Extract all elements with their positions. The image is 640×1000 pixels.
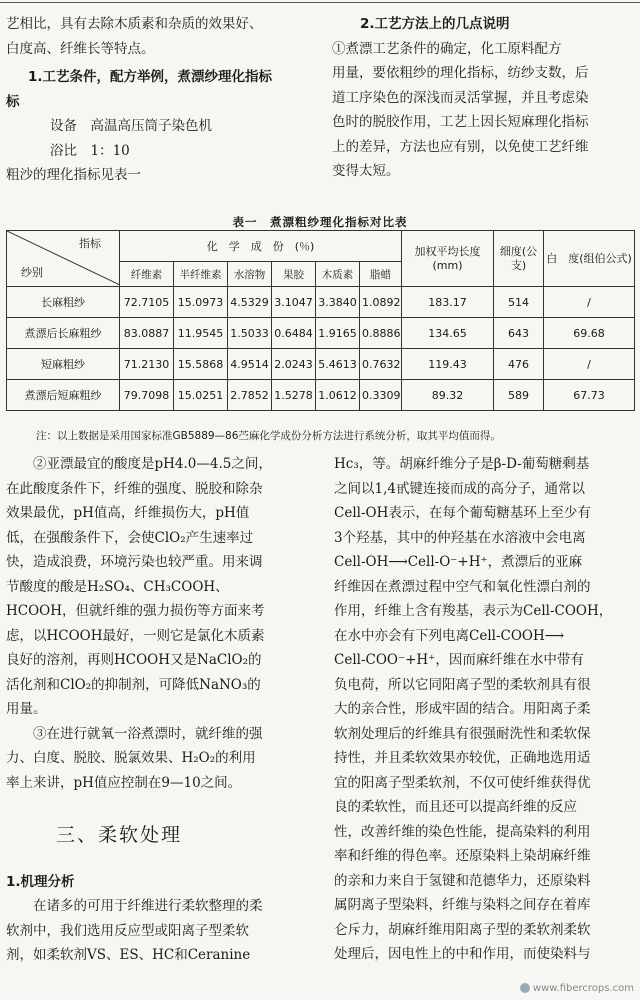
sub-header: 水溶物 bbox=[228, 262, 272, 287]
table-cell: 0.7632 bbox=[360, 349, 402, 380]
equip-device: 设备 高温高压筒子染色机 bbox=[50, 118, 212, 134]
text-line: 剂，如柔软剂VS、ES、HC和Ceranine bbox=[6, 947, 251, 963]
weight-header: 加权平均长度(mm) bbox=[402, 231, 494, 287]
text-line: 软剂处理后的纤维具有很强耐洗性和柔软保 bbox=[334, 725, 591, 742]
text-line: 3个羟基，其中的仲羟基在水溶液中会电离 bbox=[334, 529, 586, 546]
text-line: 作用，纤维上含有羧基，表示为Cell-COOH， bbox=[334, 603, 613, 619]
text-line: 用量。 bbox=[6, 701, 47, 717]
sub-header: 脂蜡 bbox=[360, 262, 402, 287]
table-cell: 4.9514 bbox=[228, 349, 272, 380]
section-heading: 1.工艺条件，配方举例，煮漂纱理化指标 bbox=[28, 69, 273, 85]
table-cell: 15.0973 bbox=[174, 287, 228, 318]
fineness-header: 细度(公支) bbox=[494, 231, 544, 287]
row-label: 煮漂后短麻粗纱 bbox=[7, 380, 120, 411]
watermark-text: www.fibercrops.com bbox=[532, 983, 634, 994]
table-cell: 15.5868 bbox=[174, 349, 228, 380]
corner-top-label: 指标 bbox=[79, 237, 101, 250]
text-line: 变得太短。 bbox=[332, 163, 400, 179]
table-row bbox=[7, 287, 635, 318]
site-logo-icon bbox=[520, 983, 530, 993]
text-line: 活化剂和ClO₂的抑制剂，可降低NaNO₃的 bbox=[6, 676, 261, 693]
table-cell: 67.73 bbox=[544, 380, 635, 411]
section-heading-cont: 标 bbox=[6, 93, 20, 110]
text-line: 软剂中，我们选用反应型或阳离子型柔软 bbox=[6, 922, 249, 939]
table-cell: 1.0892 bbox=[360, 287, 402, 318]
text-line: Cell-COO⁻+H⁺，因而麻纤维在水中带有 bbox=[334, 652, 584, 668]
text-line: ③在进行就氧一浴煮漂时，就纤维的强 bbox=[33, 725, 263, 742]
row-label: 长麻粗纱 bbox=[7, 287, 120, 318]
text-line: 低，在强酸条件下，会使ClO₂产生速率过 bbox=[6, 529, 254, 546]
table-row bbox=[7, 318, 635, 349]
text-line: 在诸多的可用于纤维进行柔软整理的柔 bbox=[33, 898, 263, 914]
row-label: 短麻粗纱 bbox=[7, 349, 120, 380]
left-top-block bbox=[6, 12, 306, 188]
table-corner-cell bbox=[7, 231, 120, 287]
table-cell: 643 bbox=[494, 318, 544, 349]
section-heading: 1.机理分析 bbox=[6, 873, 75, 890]
table-cell: 4.5329 bbox=[228, 287, 272, 318]
text-line: Hc₃，等。胡麻纤维分子是β-D-葡萄糖剩基 bbox=[334, 456, 590, 472]
text-line: 宜的阳离子型柔软剂，不仅可使纤维获得优 bbox=[334, 774, 591, 791]
table-cell: / bbox=[544, 287, 635, 318]
table-cell: 15.0251 bbox=[174, 380, 228, 411]
whiteness-header: 白 度(组伯公式) bbox=[544, 231, 635, 287]
text-line: Cell-OH⟶Cell-O⁻+H⁺，煮漂后的亚麻 bbox=[334, 554, 583, 570]
text-line: 色时的脱胶作用，工艺上因长短麻理化指标 bbox=[332, 114, 589, 130]
table-cell: 0.8886 bbox=[360, 318, 402, 349]
table-cell: 589 bbox=[494, 380, 544, 411]
text-line: 在水中亦会有下列电离Cell-COOH⟶ bbox=[334, 627, 565, 644]
row-label: 煮漂后长麻粗纱 bbox=[7, 318, 120, 349]
table-cell: 1.9165 bbox=[316, 318, 360, 349]
text-line: 上的差异，方法也应有别，以免使工艺纤维 bbox=[332, 138, 589, 155]
table-cell: 183.17 bbox=[402, 287, 494, 318]
sub-header: 半纤维素 bbox=[174, 262, 228, 287]
group-header: 化 学 成 份 (％) bbox=[120, 231, 402, 262]
text-line: Cell-OH表示，在每个葡萄糖基环上至少有 bbox=[334, 505, 591, 521]
table-cell: 1.5033 bbox=[228, 318, 272, 349]
table-row bbox=[7, 349, 635, 380]
table-cell: 5.4613 bbox=[316, 349, 360, 380]
text-line: 的亲和力来自于氢键和范德华力，还原染料 bbox=[334, 872, 591, 889]
text-line: ②亚漂最宜的酸度是pH4.0—4.5之间， bbox=[33, 456, 272, 472]
text-line: 之间以1,4甙键连接而成的高分子，通常以 bbox=[334, 480, 585, 497]
text-line: 快，造成浪费，环境污染也较严重。用来调 bbox=[6, 554, 263, 570]
table-cell: 2.7852 bbox=[228, 380, 272, 411]
text-line: 属阴离子型染料，纤维与染料之间存在着库 bbox=[334, 897, 591, 913]
text-line: ①煮漂工艺条件的确定，化工原料配方 bbox=[332, 40, 562, 57]
table-cell: 69.68 bbox=[544, 318, 635, 349]
section-title: 三、柔软处理 bbox=[56, 824, 183, 846]
text-line: HCOOH，但就纤维的强力损伤等方面来考 bbox=[6, 603, 265, 619]
right-top-block bbox=[332, 12, 632, 184]
text-line: 力、白度、脱胶、脱氯效果、H₂O₂的利用 bbox=[6, 750, 256, 766]
text-line: 处理后，因电性上的中和作用，而使染料与 bbox=[334, 946, 591, 962]
text-line: 效果最优，pH值高，纤维损伤大，pH值 bbox=[6, 505, 250, 521]
table-cell: 476 bbox=[494, 349, 544, 380]
table-row bbox=[7, 380, 635, 411]
table-cell: 2.0243 bbox=[272, 349, 316, 380]
text-line: 持性，并且柔软效果亦较优，正确地选用适 bbox=[334, 750, 591, 766]
text-line: 在此酸度条件下，纤维的强度、脱胶和除杂 bbox=[6, 480, 263, 497]
text-line: 虑，以HCOOH最好，一则它是氯化木质素 bbox=[6, 627, 265, 644]
text-line: 仑斥力，胡麻纤维用阳离子型的柔软剂柔软 bbox=[334, 921, 591, 938]
table-caption: 表一 煮漂粗纱理化指标对比表 bbox=[232, 215, 408, 229]
text-line: 性，改善纤维的染色性能，提高染料的利用 bbox=[334, 823, 591, 840]
table-cell: 71.2130 bbox=[120, 349, 174, 380]
text-line: 白度高、纤维长等特点。 bbox=[6, 40, 155, 57]
table-cell: 11.9545 bbox=[174, 318, 228, 349]
table-cell: 0.3309 bbox=[360, 380, 402, 411]
table-cell: 3.1047 bbox=[272, 287, 316, 318]
table-cell: 1.0612 bbox=[316, 380, 360, 411]
text-line: 良的柔软性，而且还可以提高纤维的反应 bbox=[334, 799, 577, 815]
table-cell: 83.0887 bbox=[120, 318, 174, 349]
table-cell: 79.7098 bbox=[120, 380, 174, 411]
section-heading: 2.工艺方法上的几点说明 bbox=[360, 16, 510, 32]
text-line: 率和纤维的得色率。还原染料上染胡麻纤维 bbox=[334, 848, 591, 864]
watermark bbox=[520, 983, 634, 994]
right-bottom-block bbox=[334, 452, 636, 967]
table-note: 注：以上数据是采用国家标准GB5889—86苎麻化学成份分析方法进行系统分析，取其平均值而得。 bbox=[36, 430, 501, 442]
left-bottom-block bbox=[6, 452, 318, 968]
sub-header: 纤维素 bbox=[120, 262, 174, 287]
text-line: 节酸度的酸是H₂SO₄、CH₃COOH、 bbox=[6, 578, 229, 595]
text-line: 纤维因在煮漂过程中空气和氧化性漂白剂的 bbox=[334, 578, 591, 595]
table-cell: 514 bbox=[494, 287, 544, 318]
table-cell: 119.43 bbox=[402, 349, 494, 380]
sub-header: 木质素 bbox=[316, 262, 360, 287]
text-line: 道工序染色的深浅而灵活掌握，并且考虑染 bbox=[332, 89, 589, 106]
text-line: 大的亲合性，形成牢固的结合。用阳离子柔 bbox=[334, 701, 591, 717]
text-line: 艺相比，具有去除木质素和杂质的效果好、 bbox=[6, 16, 263, 32]
header-rule bbox=[0, 2, 640, 3]
text-line: 负电荷，所以它同阳离子型的柔软剂具有很 bbox=[334, 676, 591, 693]
data-table bbox=[6, 230, 635, 411]
table-cell: 134.65 bbox=[402, 318, 494, 349]
text-line: 用量，要依粗纱的理化指标，纺纱支数，后 bbox=[332, 65, 589, 81]
table-cell: 72.7105 bbox=[120, 287, 174, 318]
table-cell: 0.6484 bbox=[272, 318, 316, 349]
text-line: 率上来讲，pH值应控制在9—10之间。 bbox=[6, 774, 242, 791]
corner-bottom-label: 纱别 bbox=[21, 266, 43, 279]
table-cell: 89.32 bbox=[402, 380, 494, 411]
equip-ratio: 浴比 1：10 bbox=[50, 142, 130, 159]
table-ref: 粗沙的理化指标见表一 bbox=[6, 167, 141, 183]
table-cell: 1.5278 bbox=[272, 380, 316, 411]
table-cell: 3.3840 bbox=[316, 287, 360, 318]
table-cell: / bbox=[544, 349, 635, 380]
sub-header: 果胶 bbox=[272, 262, 316, 287]
text-line: 良好的溶剂，再则HCOOH又是NaClO₂的 bbox=[6, 652, 262, 668]
